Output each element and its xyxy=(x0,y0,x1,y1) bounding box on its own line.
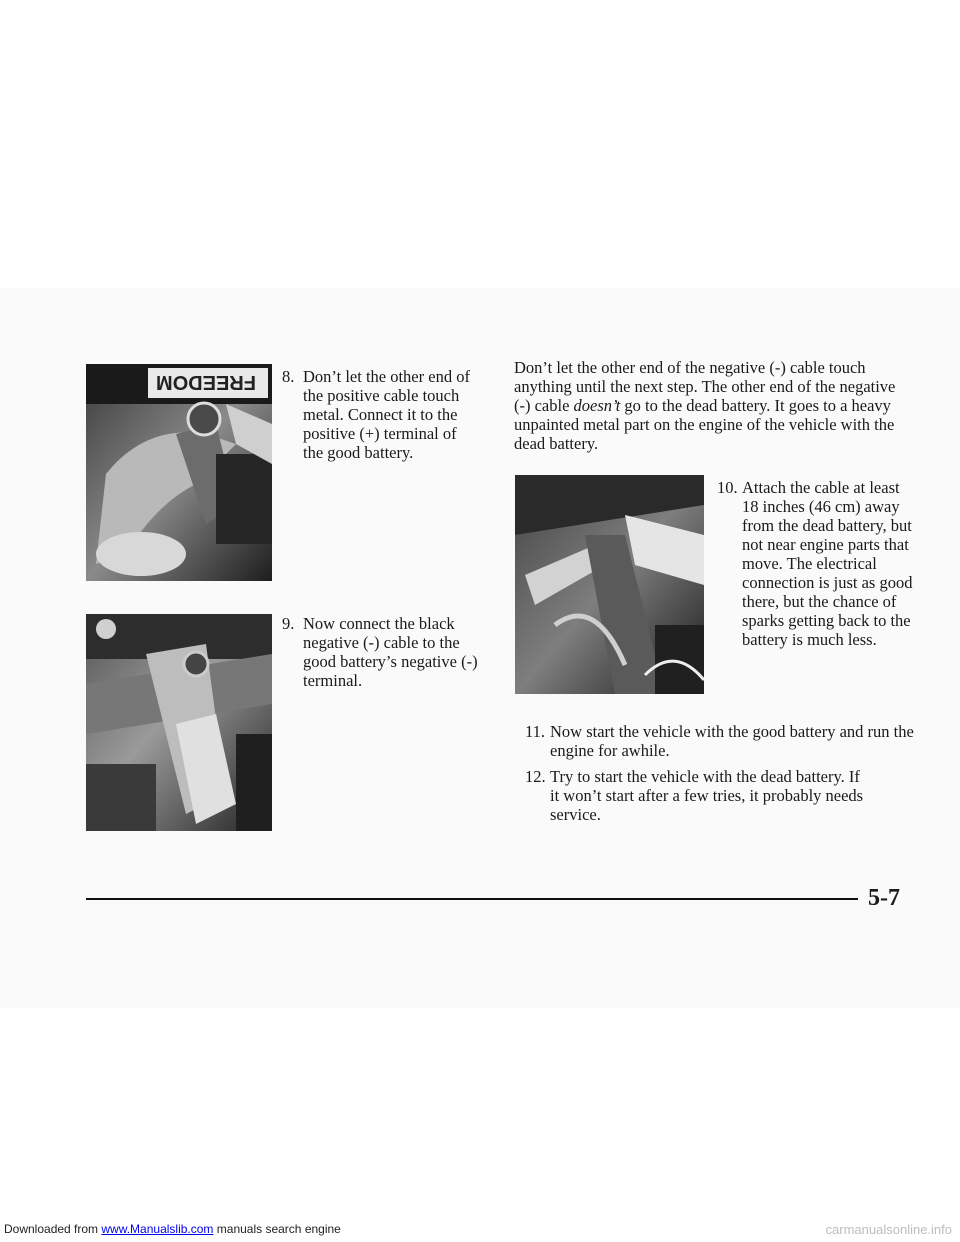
download-footer xyxy=(4,1222,341,1236)
manualslib-link[interactable]: www.Manualslib.com xyxy=(101,1222,214,1236)
engine-ground-photo xyxy=(515,475,704,694)
step-11 xyxy=(525,722,915,760)
step-text: Try to start the vehicle with the dead battery. If it won’t start after a few tries, it probably needs service. xyxy=(550,767,864,824)
battery-photo-positive xyxy=(86,364,272,581)
battery-label-text: FREEDOM xyxy=(156,371,256,393)
step-text: Now start the vehicle with the good battery and run the engine for awhile. xyxy=(550,722,914,760)
footer-prefix: Downloaded from xyxy=(4,1222,102,1236)
battery-photo-negative xyxy=(86,614,272,831)
step-text: Now connect the black negative (-) cable to the good battery’s negative (-) terminal. xyxy=(303,614,478,690)
negative-cable-paragraph xyxy=(514,358,910,453)
step-number: 10. xyxy=(717,478,738,497)
paragraph-text-start: Don’t let the other end of the negative (-) cable touch anything until the next step. The other end of the negative (-) cable xyxy=(514,358,896,415)
step-number: 9. xyxy=(282,614,295,633)
footer-divider xyxy=(86,898,858,900)
paragraph-emphasis: doesn’t xyxy=(573,396,621,415)
step-number: 11. xyxy=(525,722,546,741)
paragraph-text-end: go to the dead battery. It goes to a heavy unpainted metal part on the engine of the vehicle with the dead battery. xyxy=(514,396,895,453)
step-10 xyxy=(717,478,915,649)
step-12 xyxy=(525,767,865,824)
step-number: 12. xyxy=(525,767,546,786)
step-8 xyxy=(282,367,478,462)
step-number: 8. xyxy=(282,367,295,386)
page-number: 5-7 xyxy=(868,885,900,911)
watermark-text: carmanualsonline.info xyxy=(825,1222,952,1237)
footer-suffix: manuals search engine xyxy=(213,1222,341,1236)
step-text: Attach the cable at least 18 inches (46 cm) away from the dead battery, but not near engine parts that move. The electrical connection is just as good there, but the chance of sparks getting back to the battery is much less. xyxy=(742,478,913,649)
step-text: Don’t let the other end of the positive cable touch metal. Connect it to the positive (+) terminal of the good battery. xyxy=(303,367,470,462)
step-9 xyxy=(282,614,478,690)
